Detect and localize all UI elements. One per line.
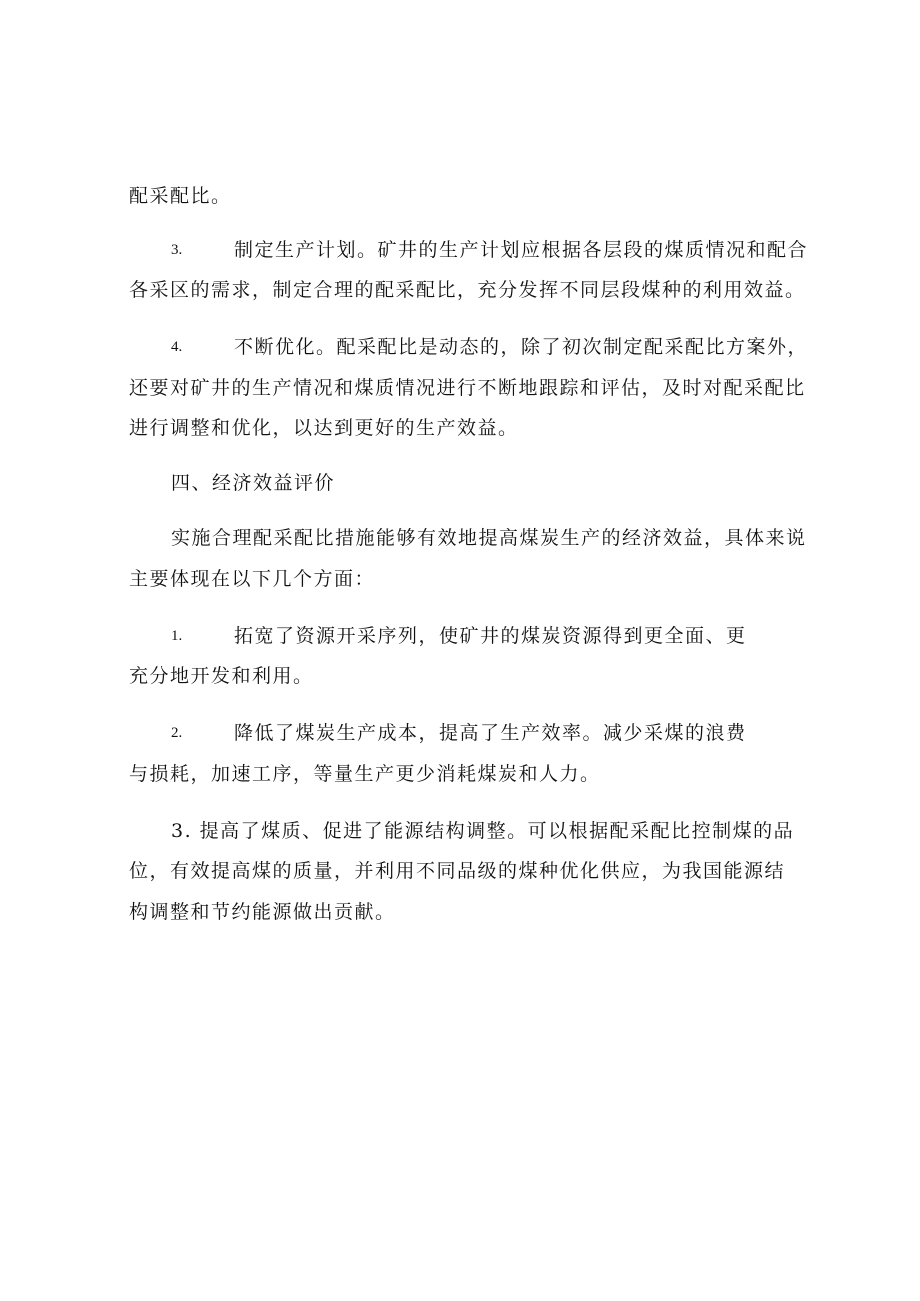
- benefit-1-line-2: 充分地开发和利用。: [129, 665, 314, 687]
- item-3-line-2: 各采区的需求，制定合理的配采配比，充分发挥不同层段煤种的利用效益。: [129, 279, 806, 301]
- benefit-2-number: 2.: [171, 725, 183, 741]
- benefit-3-line-2: 位，有效提高煤的质量，并利用不同品级的煤种优化供应，为我国能源结: [129, 860, 786, 882]
- intro-line-2: 主要体现在以下几个方面：: [129, 568, 376, 590]
- item-3-line-1: 制定生产计划。矿井的生产计划应根据各层段的煤质情况和配合: [234, 239, 809, 261]
- benefit-3-line-3: 构调整和节约能源做出贡献。: [129, 901, 396, 923]
- item-4-line-2: 还要对矿井的生产情况和煤质情况进行不断地跟踪和评估，及时对配采配比: [129, 377, 806, 399]
- section-heading: 四、经济效益评价: [171, 472, 336, 494]
- item-3-number: 3.: [171, 242, 183, 258]
- benefit-1-number: 1.: [171, 628, 183, 644]
- item-4-line-3: 进行调整和优化，以达到更好的生产效益。: [129, 417, 519, 439]
- intro-line-1: 实施合理配采配比措施能够有效地提高煤炭生产的经济效益，具体来说: [171, 527, 807, 549]
- benefit-1-line-1: 拓宽了资源开采序列，使矿井的煤炭资源得到更全面、更: [234, 625, 747, 647]
- item-4-number: 4.: [171, 339, 183, 355]
- paragraph-continuation: 配采配比。: [129, 185, 232, 207]
- benefit-2-line-1: 降低了煤炭生产成本，提高了生产效率。减少采煤的浪费: [234, 722, 747, 744]
- benefit-3-line-1: 3. 提高了煤质、促进了能源结构调整。可以根据配采配比控制煤的品: [171, 820, 795, 842]
- benefit-2-line-2: 与损耗，加速工序，等量生产更少消耗煤炭和人力。: [129, 763, 601, 785]
- item-4-line-1: 不断优化。配采配比是动态的，除了初次制定配采配比方案外，: [234, 336, 809, 358]
